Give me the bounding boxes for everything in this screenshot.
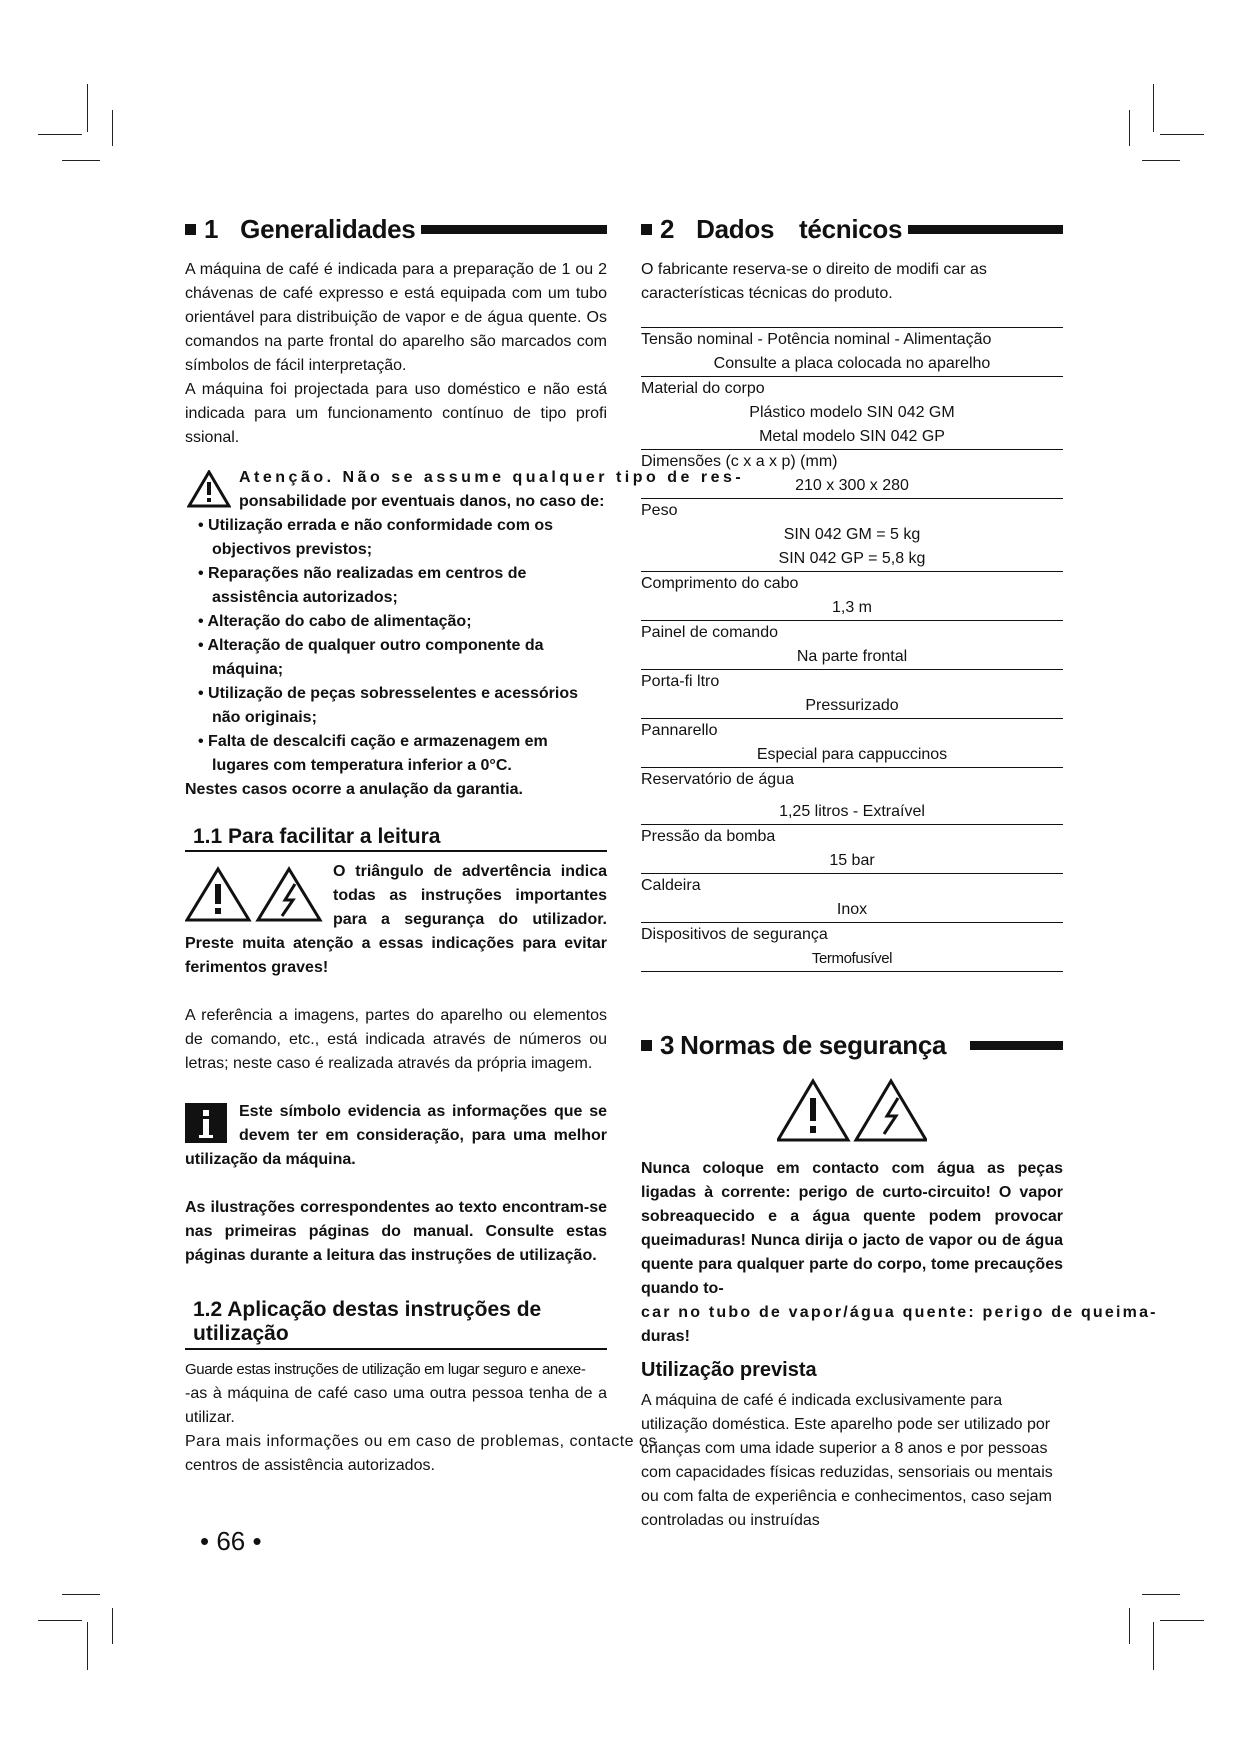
reference-text: A referência a imagens, partes do aparelho ou elementos de comando, etc., está indicada através de números ou letras; neste caso é realizada através da própria imagem. — [185, 1007, 607, 1072]
crop-mark — [1160, 1620, 1204, 1621]
usage-text: A máquina de café é indicada exclusivamente para utilização doméstica. Este aparelho pode ser utilizado por crianças com uma idade superior a 8 anos e por pessoas com capacidades físicas reduzidas, sensoriais ou mentais ou com falta de experiência e conhecimentos, caso sejam controladas ou instruídas — [641, 1392, 1053, 1529]
list-item: • Utilização errada e não conformidade com os objectivos previstos; — [185, 514, 607, 562]
spec-row — [641, 327, 1063, 376]
section-title: Generalidades — [240, 214, 416, 244]
spec-label: Pressão da bomba — [641, 828, 776, 845]
heading-rule — [908, 225, 1063, 234]
spec-value: Termofusível — [811, 950, 893, 967]
crop-mark — [38, 1620, 82, 1621]
crop-mark — [112, 110, 113, 146]
list-item: • Alteração de qualquer outro componente da máquina; — [185, 634, 607, 682]
spec-value: 1,25 litros - Extraível — [779, 803, 925, 820]
usage-subtitle: Utilização prevista — [641, 1359, 817, 1381]
list-item: • Alteração do cabo de alimentação; — [185, 610, 607, 634]
spec-label: Comprimento do cabo — [641, 575, 799, 592]
section-1-1-heading: 1.1 Para facilitar a leitura — [185, 824, 607, 852]
section-number: 1 — [204, 214, 219, 244]
safety-warning — [641, 1157, 1158, 1349]
spec-row — [641, 922, 1063, 971]
crop-mark — [1129, 110, 1130, 146]
heading-rule — [970, 1041, 1063, 1050]
warranty-note: Nestes casos ocorre a anulação da garantia. — [185, 781, 523, 798]
spec-label: Caldeira — [641, 877, 701, 894]
spec-row — [641, 873, 1063, 922]
section-3-heading — [641, 1030, 1063, 1060]
section-marker-icon — [185, 224, 196, 235]
attention-heading: Atenção. Não se assume qualquer tipo de res- — [239, 469, 745, 486]
section-title: Normas de segurança — [680, 1030, 947, 1060]
text-line: Para mais informações ou em caso de problemas, contacte os — [185, 1433, 657, 1450]
spec-value: Inox — [836, 901, 868, 918]
section-1-2-body — [185, 1358, 657, 1478]
list-item: • Reparações não realizadas em centros de assistência autorizados; — [185, 562, 607, 610]
page-number: • 66 • — [200, 1526, 262, 1556]
crop-mark — [1153, 84, 1154, 132]
list-item: • Utilização de peças sobresselentes e acessórios não originais; — [185, 682, 607, 730]
section-1-intro: A máquina de café é indicada para a preparação de 1 ou 2 chávenas de café expresso e está equipada com um tubo orientável para distribuição de vapor e de água quente. Os comandos na parte frontal do aparelho são marcados com símbolos de fácil interpretação. — [185, 261, 607, 374]
reading-warning-text: O triângulo de advertência indica todas as instruções importantes para a segurança do utilizador. Preste muita atenção a essas indicações para evitar ferimentos graves! — [185, 863, 607, 976]
spec-label: Tensão nominal - Potência nominal - Alimentação — [641, 331, 992, 348]
crop-mark — [62, 1594, 100, 1595]
section-title: Dados técnicos — [696, 214, 903, 244]
warning-triangle-icon — [185, 866, 323, 927]
crop-mark — [38, 134, 82, 135]
text-line: centros de assistência autorizados. — [185, 1457, 435, 1474]
warning-triangle-icon — [187, 470, 231, 513]
spec-row — [641, 376, 1063, 449]
safety-warning-text: Nunca coloque em contacto com água as peças ligadas à corrente: perigo de curto-circuito! O vapor sobreaquecido e a água quente podem provocar queimaduras! Nunca dirija o jacto de vapor ou de água quente para qualquer parte do corpo, tome precauções quando to- — [641, 1160, 1063, 1297]
spec-row — [641, 824, 1063, 873]
crop-mark — [1153, 1622, 1154, 1670]
spec-value: Pressurizado — [805, 697, 899, 714]
spec-value: Especial para cappuccinos — [756, 746, 948, 763]
spec-label: Dispositivos de segurança — [641, 926, 828, 943]
heading-rule — [421, 225, 607, 234]
crop-mark — [87, 1622, 88, 1670]
crop-mark — [62, 160, 100, 161]
attention-text: ponsabilidade por eventuais danos, no caso de: — [239, 493, 605, 510]
spec-label: Painel de comando — [641, 624, 778, 641]
liability-list — [185, 514, 607, 778]
spec-value: SIN 042 GP = 5,8 kg — [778, 550, 926, 567]
info-text: Este símbolo evidencia as informações que se devem ter em consideração, para uma melhor utilização da máquina. — [185, 1103, 607, 1168]
table-rule — [641, 971, 1063, 972]
list-item: • Falta de descalcifi cação e armazenagem em lugares com temperatura inferior a 0°C. — [185, 730, 607, 778]
crop-mark — [1160, 134, 1204, 135]
spec-value: Plástico modelo SIN 042 GM — [749, 404, 955, 421]
spec-label: Pannarello — [641, 722, 718, 739]
spec-value: Consulte a placa colocada no aparelho — [713, 355, 991, 372]
section-marker-icon — [641, 224, 652, 235]
spec-label: Peso — [641, 502, 678, 519]
crop-mark — [1142, 1594, 1180, 1595]
section-number: 3 — [660, 1030, 675, 1060]
info-block — [185, 1100, 607, 1172]
section-number: 2 — [660, 214, 675, 244]
spec-value: Na parte frontal — [796, 648, 908, 665]
spec-row — [641, 767, 1063, 824]
spec-value: 210 x 300 x 280 — [795, 477, 909, 494]
spec-label: Porta-fi ltro — [641, 673, 720, 690]
section-2-heading — [641, 214, 1063, 244]
warning-triangle-icon — [777, 1129, 927, 1146]
safety-warning-end: duras! — [641, 1328, 690, 1345]
section-1-heading — [185, 214, 607, 244]
spec-row — [641, 669, 1063, 718]
crop-mark — [87, 84, 88, 132]
spec-label: Reservatório de água — [641, 771, 794, 788]
illustrations-text: As ilustrações correspondentes ao texto encontram-se nas primeiras páginas do manual. Consulte estas páginas durante a leitura das instruções de utilização. — [185, 1199, 607, 1264]
spec-value: Metal modelo SIN 042 GP — [759, 428, 945, 445]
spec-label: Dimensões (c x a x p) (mm) — [641, 453, 838, 470]
spec-row — [641, 620, 1063, 669]
section-1-2-heading: 1.2 Aplicação destas instruções de utilização — [185, 1298, 607, 1350]
info-icon — [185, 1103, 227, 1148]
spec-row — [641, 449, 1063, 498]
spec-value: SIN 042 GM = 5 kg — [783, 526, 921, 543]
spec-row — [641, 571, 1063, 620]
reading-warning-block — [185, 860, 607, 980]
spec-value: 1,3 m — [831, 599, 872, 616]
spec-row — [641, 718, 1063, 767]
safety-icons — [641, 1078, 1063, 1147]
crop-mark — [1129, 1608, 1130, 1644]
crop-mark — [112, 1608, 113, 1644]
section-2-intro: O fabricante reserva-se o direito de modifi car as características técnicas do produto. — [641, 261, 987, 302]
spec-label: Material do corpo — [641, 380, 765, 397]
text-line: -as à máquina de café caso uma outra pessoa tenha de a utilizar. — [185, 1385, 607, 1426]
spec-table — [641, 327, 1063, 972]
section-marker-icon — [641, 1040, 652, 1051]
right-column — [641, 214, 1158, 1533]
spec-row — [641, 498, 1063, 571]
crop-mark — [1142, 160, 1180, 161]
section-1-intro-2: A máquina foi projectada para uso doméstico e não está indicada para um funcionamento contínuo de tipo profi ssional. — [185, 381, 607, 446]
text-line: Guarde estas instruções de utilização em lugar seguro e anexe- — [185, 1361, 586, 1378]
safety-warning-line: car no tubo de vapor/água quente: perigo de queima- — [641, 1304, 1158, 1321]
spec-value: 15 bar — [829, 852, 875, 869]
